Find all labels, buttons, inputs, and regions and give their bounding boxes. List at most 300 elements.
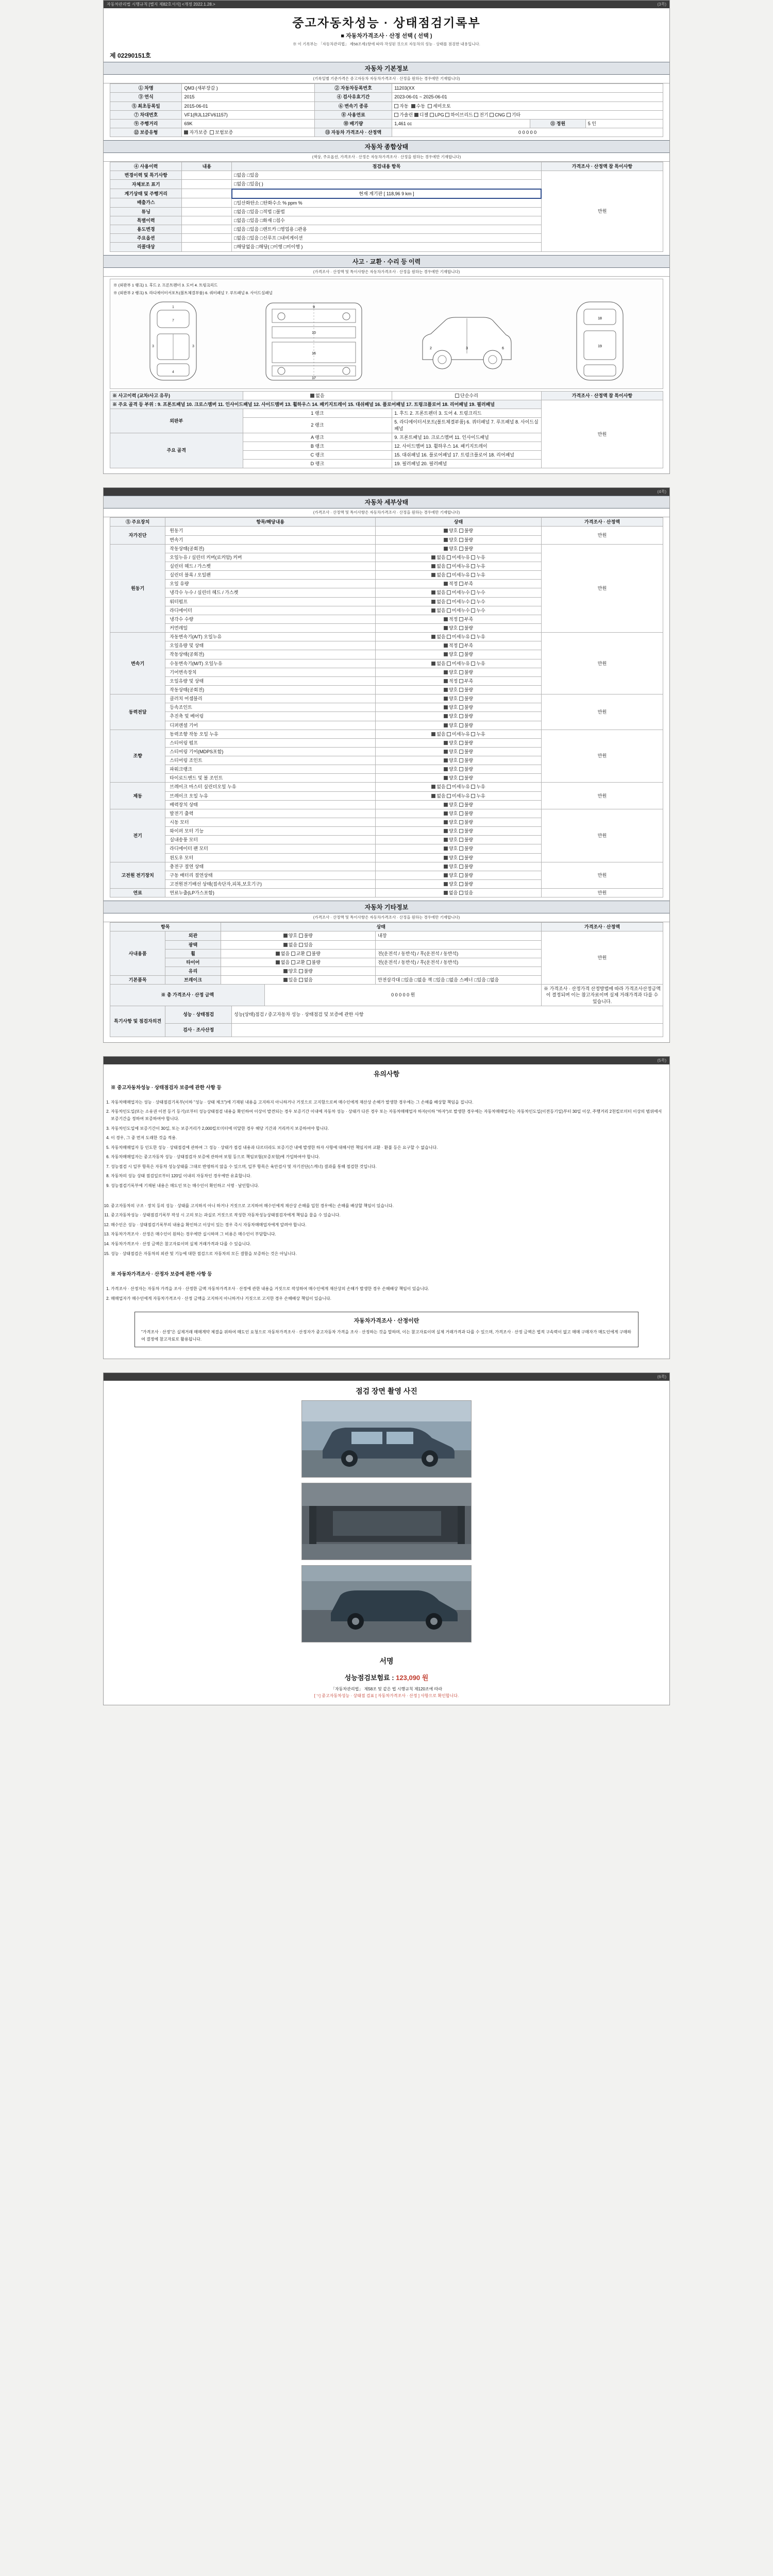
basic-label-4: ④ 검사유효기간 — [315, 93, 392, 101]
overall-row-3-c[interactable]: □일산화탄소 □탄화수소 % ppm % — [232, 198, 542, 208]
detail-option-label: 누수 — [476, 599, 485, 604]
checkbox-불량[interactable] — [459, 705, 463, 709]
detail-item-options[interactable] — [376, 756, 542, 765]
checkbox-미세누수[interactable] — [447, 600, 451, 604]
checkbox-warranty-1[interactable] — [210, 130, 214, 134]
detail-item-options[interactable] — [376, 844, 542, 853]
detail-item-label: 스티어링 조인트 — [165, 756, 376, 765]
checkbox-미세누유[interactable] — [447, 662, 451, 666]
accident-parts-head: ※ 주요 골격 등 부위 : 9. 프론트패널 10. 크로스멤버 11. 인사이드패널 12. 사이드멤버 13. 휠하우스 14. 패키지트레이 15. 대쉬패널 16. 플로어패널 17. 트렁크플로어 18. 리어패널 19. 필러패널 — [110, 400, 542, 409]
checkbox-적정[interactable] — [444, 617, 448, 621]
notice-item: 13. 자동차가격조사 · 산정은 매수인이 원하는 경우에만 실시하며 그 비용은 매수인이 부담합니다. — [111, 1231, 662, 1238]
fuel-opt-2: LPG — [434, 112, 444, 117]
checkbox-있음[interactable] — [459, 891, 463, 895]
checkbox-적정[interactable] — [444, 582, 448, 586]
checkbox-부족[interactable] — [459, 582, 463, 586]
detail-option-label: 불량 — [464, 652, 474, 657]
other-item-options[interactable] — [221, 940, 375, 949]
other-option-label: 교환 — [296, 951, 307, 956]
detail-item-label: 와이퍼 모터 기능 — [165, 827, 376, 836]
checkbox-양호[interactable] — [444, 626, 448, 630]
detail-item-options[interactable] — [376, 871, 542, 879]
detail-item-label: 클러치 어셈블리 — [165, 694, 376, 703]
footer-line-2: [ㄱ] 중고자동차성능 · 상태점 검표 [ 자동차가격조사 · 산정 ] 사항으로 확인합니다. — [314, 1693, 459, 1699]
checkbox-불량[interactable] — [459, 811, 463, 816]
checkbox-불량[interactable] — [459, 547, 463, 551]
checkbox-warranty-0[interactable] — [184, 130, 188, 134]
notice-item: 14. 자동차가격조사 · 산정 금액은 참고자료이며 실제 거래가격과 다를 수 있습니다. — [111, 1241, 662, 1248]
remarks-value-0[interactable]: 성능(상태)점검 / 중고자동차 성능 · 상태점검 및 보증에 관한 사항 — [232, 1006, 663, 1023]
checkbox-불량[interactable] — [459, 803, 463, 807]
checkbox-누수[interactable] — [471, 600, 475, 604]
accident-rank-c: C 랭크 — [243, 450, 392, 459]
checkbox-미세누유[interactable] — [447, 564, 451, 568]
checkbox-불량[interactable] — [459, 626, 463, 630]
checkbox-불량[interactable] — [459, 882, 463, 886]
table-row — [110, 730, 663, 738]
checkbox-양호[interactable] — [444, 811, 448, 816]
checkbox-없음[interactable] — [431, 662, 435, 666]
checkbox-불량[interactable] — [459, 820, 463, 824]
detail-item-options[interactable] — [376, 685, 542, 694]
checkbox-fuel-0[interactable] — [394, 113, 398, 117]
section-accident-note: (가격조사 · 산정액 및 특이사항은 자동차가격조사 · 산정을 원하는 경우에만 기재합니다) — [104, 268, 669, 277]
checkbox-적정[interactable] — [444, 679, 448, 683]
checkbox-불량[interactable] — [459, 776, 463, 780]
other-option-label: 불량 — [311, 959, 321, 965]
detail-head-1: 항목/해당내용 — [165, 518, 376, 527]
detail-item-options[interactable] — [376, 809, 542, 818]
checkbox-auto[interactable] — [394, 104, 398, 108]
checkbox-manual[interactable] — [411, 104, 415, 108]
checkbox-불량[interactable] — [459, 538, 463, 542]
detail-item-options[interactable] — [376, 800, 542, 809]
detail-item-options[interactable] — [376, 562, 542, 570]
detail-option-label: 양호 — [448, 775, 459, 781]
checkbox-없음[interactable] — [283, 943, 288, 947]
basic-label-3: ③ 연식 — [110, 93, 182, 101]
checkbox-양호[interactable] — [444, 670, 448, 674]
remarks-value-1[interactable] — [232, 1023, 663, 1037]
detail-item-options[interactable] — [376, 571, 542, 580]
checkbox-없음[interactable] — [431, 564, 435, 568]
checkbox-없음[interactable] — [276, 960, 280, 964]
detail-item-options[interactable] — [376, 836, 542, 844]
checkbox-미세누유[interactable] — [447, 785, 451, 789]
checkbox-없음[interactable] — [431, 590, 435, 595]
detail-option-label: 불량 — [464, 820, 474, 825]
checkbox-양호[interactable] — [444, 873, 448, 877]
checkbox-accident-simple[interactable] — [455, 394, 459, 398]
other-item-options[interactable] — [221, 931, 375, 940]
detail-option-label: 미세누유 — [452, 554, 472, 560]
checkbox-미세누수[interactable] — [447, 608, 451, 613]
checkbox-불량[interactable] — [459, 829, 463, 833]
insurance-fee-row — [104, 1669, 669, 1684]
notice-item: 2. 매매업자가 매수인에게 자동차가격조사 · 산정 금액을 고지하지 아니하거나 거짓으로 고지한 경우 손해배상 책임이 있습니다. — [111, 1295, 662, 1302]
detail-option-label: 불량 — [464, 537, 474, 543]
other-option-label: 없음 — [288, 942, 299, 947]
total-price-note: ※ 가격조사 · 산정가격 산정방법에 따라 가격조사산정금액이 결정되며 이는 참고자료이며 실제 거래가격과 다를 수 있습니다. — [541, 985, 663, 1006]
checkbox-미세누유[interactable] — [447, 732, 451, 736]
detail-option-label: 적정 — [448, 616, 459, 622]
detail-item-options[interactable] — [376, 597, 542, 606]
detail-item-options[interactable] — [376, 633, 542, 641]
detail-option-label: 불량 — [464, 722, 474, 728]
fuel-opt-3: 하이브리드 — [450, 112, 473, 117]
other-item-options[interactable] — [221, 976, 375, 985]
detail-item-label: 추진축 및 베어링 — [165, 712, 376, 721]
basic-value-4: 2023-06-01 ~ 2025-06-01 — [392, 93, 663, 101]
checkbox-불량[interactable] — [459, 846, 463, 851]
checkbox-양호[interactable] — [444, 882, 448, 886]
checkbox-미세누유[interactable] — [447, 573, 451, 577]
checkbox-미세누유[interactable] — [447, 635, 451, 639]
basic-label-1: ① 차명 — [110, 84, 182, 93]
checkbox-불량[interactable] — [299, 969, 303, 973]
overall-row-6-c[interactable]: □없음 □있음 □렌트카 □영업용 □관용 — [232, 225, 542, 234]
detail-option-label: 양호 — [448, 722, 459, 728]
checkbox-불량[interactable] — [459, 529, 463, 533]
detail-item-options[interactable] — [376, 853, 542, 862]
checkbox-fuel-6[interactable] — [507, 113, 511, 117]
checkbox-누유[interactable] — [471, 732, 475, 736]
notice-item: 2. 자동차인도일(또는 소유권 이전 등기 등기)로부터 성능상태점검 내용을 확인하여 이상이 발견되는 경우 보증기간 이내에 자동차 성능 · 상태가 다른 경우 또는 자동차매매업자 하자(이하 "하자")로 발생한 경우에는 자동차매매업자는 자동차인도일(이전등기일)부터 30일 이상, 주행거리 2천킬로미터 이상의 범위에서 보증기간을 정하여 보증하여야 합니다. — [111, 1108, 662, 1122]
svg-text:7: 7 — [172, 319, 175, 323]
checkbox-fuel-3[interactable] — [445, 113, 449, 117]
detail-item-label: 수동변속기(M/T) 오일누유 — [165, 659, 376, 668]
detail-item-options[interactable] — [376, 650, 542, 659]
checkbox-불량[interactable] — [459, 652, 463, 656]
car-rear-view-diagram — [561, 298, 638, 385]
checkbox-불량[interactable] — [459, 767, 463, 771]
insurance-fee-value: 123,090 원 — [396, 1674, 429, 1682]
table-row — [110, 400, 663, 409]
checkbox-semiauto[interactable] — [428, 104, 432, 108]
detail-option-label: 불량 — [464, 846, 474, 852]
checkbox-없음[interactable] — [431, 732, 435, 736]
checkbox-불량[interactable] — [459, 723, 463, 727]
checkbox-양호[interactable] — [444, 697, 448, 701]
checkbox-불량[interactable] — [459, 838, 463, 842]
detail-item-options[interactable] — [376, 818, 542, 827]
detail-option-label: 부족 — [464, 616, 474, 622]
basic-label-12: ⑫ 보증유형 — [110, 128, 182, 137]
checkbox-양호[interactable] — [444, 652, 448, 656]
table-row — [110, 783, 663, 791]
basic-price-digits — [392, 128, 663, 137]
checkbox-있음[interactable] — [283, 978, 288, 982]
basic-value-12 — [182, 128, 315, 137]
overall-row-5-c[interactable]: □없음 □있음 □화재 □침수 — [232, 216, 542, 225]
form-reference: 자동차관리법 시행규칙 [별지 제82호서식] <개정 2022.1.28.> — [107, 2, 215, 7]
detail-option-label: 없음 — [436, 660, 447, 666]
overall-row-7-c[interactable]: □없음 □있음 □선루프 □내비게이션 — [232, 234, 542, 243]
other-item-detail[interactable]: 전(운전석 / 동반석) / 후(운전석 / 동반석) — [376, 949, 542, 958]
detail-item-label: 실린더 헤드 / 가스켓 — [165, 562, 376, 570]
checkbox-양호[interactable] — [444, 741, 448, 745]
detail-option-label: 양호 — [448, 740, 459, 745]
checkbox-양호[interactable] — [444, 820, 448, 824]
detail-item-options[interactable] — [376, 588, 542, 597]
checkbox-누수[interactable] — [471, 608, 475, 613]
detail-item-options[interactable] — [376, 694, 542, 703]
checkbox-양호[interactable] — [444, 529, 448, 533]
detail-item-options[interactable] — [376, 862, 542, 871]
accident-parts-a: 9. 프론트패널 10. 크로스멤버 11. 인사이드패널 — [392, 433, 542, 442]
checkbox-양호[interactable] — [444, 688, 448, 692]
detail-item-options[interactable] — [376, 535, 542, 544]
overall-row-1-c[interactable]: □없음 □있음( ) — [232, 180, 542, 189]
detail-item-options[interactable] — [376, 889, 542, 897]
checkbox-교환[interactable] — [291, 952, 295, 956]
checkbox-누유[interactable] — [471, 785, 475, 789]
svg-text:18: 18 — [597, 317, 602, 320]
notice-item: 12. 매수인은 성능 · 상태점검기록부의 내용을 확인하고 이상이 있는 경우 즉시 자동차매매업자에게 알려야 합니다. — [111, 1222, 662, 1229]
detail-item-options[interactable] — [376, 659, 542, 668]
other-item-options[interactable] — [221, 958, 375, 967]
fuel-opt-4: 전기 — [479, 112, 489, 117]
checkbox-부족[interactable] — [459, 617, 463, 621]
checkbox-불량[interactable] — [459, 714, 463, 718]
checkbox-불량[interactable] — [459, 873, 463, 877]
checkbox-미세누수[interactable] — [447, 590, 451, 595]
overall-row-8-c[interactable]: □해당없음 □해당( □이행 □미이행 ) — [232, 243, 542, 251]
section-other-note: (가격조사 · 산정액 및 특이사항은 자동차가격조사 · 산정을 원하는 경우에만 기재합니다) — [104, 913, 669, 922]
detail-option-label: 불량 — [464, 810, 474, 816]
detail-head-0: ⑤ 주요장치 — [110, 518, 165, 527]
detail-item-options[interactable] — [376, 527, 542, 535]
checkbox-양호[interactable] — [283, 934, 288, 938]
detail-option-label: 양호 — [448, 749, 459, 754]
detail-option-label: 양호 — [448, 863, 459, 869]
detail-item-label: 오일 유량 — [165, 580, 376, 588]
overall-row-4-c[interactable]: □없음 □있음 □적법 □불법 — [232, 207, 542, 216]
page-number-4: (6쪽) — [657, 1375, 666, 1380]
detail-item-options[interactable] — [376, 880, 542, 889]
checkbox-없음[interactable] — [431, 600, 435, 604]
checkbox-불량[interactable] — [459, 688, 463, 692]
other-item-detail[interactable]: 내장 — [376, 931, 542, 940]
detail-item-options[interactable] — [376, 623, 542, 632]
detail-price-cell: 만원 — [541, 544, 663, 632]
checkbox-누유[interactable] — [471, 573, 475, 577]
checkbox-없음[interactable] — [444, 891, 448, 895]
checkbox-불량[interactable] — [459, 670, 463, 674]
detail-item-options[interactable] — [376, 774, 542, 783]
checkbox-양호[interactable] — [444, 846, 448, 851]
checkbox-양호[interactable] — [444, 865, 448, 869]
checkbox-있음[interactable] — [299, 943, 303, 947]
other-option-label: 불량 — [311, 951, 321, 956]
svg-text:16: 16 — [311, 352, 316, 355]
detail-item-options[interactable] — [376, 747, 542, 756]
checkbox-미세누유[interactable] — [447, 794, 451, 798]
overall-row-2-b — [182, 189, 232, 198]
checkbox-없음[interactable] — [431, 635, 435, 639]
checkbox-없음[interactable] — [431, 608, 435, 613]
accident-simple-option[interactable] — [392, 392, 542, 400]
detail-option-label: 양호 — [448, 669, 459, 675]
detail-item-options[interactable] — [376, 738, 542, 747]
detail-item-options[interactable] — [376, 615, 542, 623]
basic-value-1: QM3 (새부장갑 ) — [182, 84, 315, 93]
detail-item-options[interactable] — [376, 791, 542, 800]
detail-item-label: 발전기 출력 — [165, 809, 376, 818]
detail-item-label: 변속기 — [165, 535, 376, 544]
checkbox-누유[interactable] — [471, 564, 475, 568]
checkbox-양호[interactable] — [444, 547, 448, 551]
other-item-options[interactable] — [221, 967, 375, 976]
checkbox-양호[interactable] — [444, 776, 448, 780]
detail-option-label: 불량 — [464, 705, 474, 710]
checkbox-없음[interactable] — [431, 794, 435, 798]
diagram-legend-1: ※ (외판부 1 랭크) 1. 후드 2. 프론트펜더 3. 도어 4. 트렁크리드 — [113, 282, 218, 287]
detail-option-label: 양호 — [448, 714, 459, 719]
detail-option-label: 불량 — [464, 802, 474, 807]
detail-item-options[interactable] — [376, 765, 542, 774]
accident-none-option[interactable] — [243, 392, 392, 400]
detail-item-options[interactable] — [376, 668, 542, 676]
table-header-row — [110, 923, 663, 931]
detail-option-label: 양호 — [448, 767, 459, 772]
page-number-2: (4쪽) — [657, 489, 666, 495]
checkbox-부족[interactable] — [459, 643, 463, 648]
checkbox-양호[interactable] — [444, 856, 448, 860]
checkbox-fuel-2[interactable] — [430, 113, 434, 117]
detail-item-label: 윈도우 모터 — [165, 853, 376, 862]
detail-item-options[interactable] — [376, 783, 542, 791]
checkbox-없음[interactable] — [431, 785, 435, 789]
accident-none-label: 없음 — [315, 393, 325, 398]
checkbox-양호[interactable] — [444, 829, 448, 833]
checkbox-양호[interactable] — [283, 969, 288, 973]
accident-simple-label: 단순수리 — [460, 393, 478, 398]
checkbox-누수[interactable] — [471, 590, 475, 595]
checkbox-없음[interactable] — [431, 555, 435, 560]
detail-option-label: 없음 — [436, 634, 447, 640]
detail-item-label: 오일유량 및 상태 — [165, 676, 376, 685]
other-item-detail[interactable]: 전(운전석 / 동반석) / 후(운전석 / 동반석) — [376, 958, 542, 967]
detail-item-options[interactable] — [376, 553, 542, 562]
detail-option-label: 적정 — [448, 678, 459, 684]
checkbox-누유[interactable] — [471, 555, 475, 560]
checkbox-불량[interactable] — [459, 758, 463, 762]
checkbox-양호[interactable] — [444, 803, 448, 807]
checkbox-교환[interactable] — [291, 960, 295, 964]
other-item-label: 휠 — [165, 949, 221, 958]
detail-option-label: 양호 — [448, 882, 459, 887]
checkbox-불량[interactable] — [459, 865, 463, 869]
other-head-1: 상태 — [221, 923, 541, 931]
remarks-sub-1: 검사 · 조사산정 — [165, 1023, 232, 1037]
checkbox-양호[interactable] — [444, 767, 448, 771]
definition-box-body: "가격조사 · 산정"은 실제거래 매매계약 체결을 위하여 매도인 요청으로 자동차가격조사 · 산정자가 중고자동차 가격을 조사 · 산정하는 것을 말하며, 이는 참고자료이며 실제 거래가격과 다를 수 있으며, 가격조사 · 산정 금액은 법적 구속력이 없고 매매 구매자가 매도인에게 구매하여 결정에 참고자료로 활용됩니다. — [141, 1330, 631, 1342]
notice-item: 4. 이 경우, 그 중 먼저 도래한 것을 적용. — [111, 1134, 662, 1142]
detail-item-options[interactable] — [376, 544, 542, 553]
detail-item-label: 라디에이터 — [165, 606, 376, 615]
detail-option-label: 없음 — [436, 793, 447, 799]
checkbox-불량[interactable] — [459, 741, 463, 745]
checkbox-accident-none[interactable] — [310, 394, 314, 398]
checkbox-양호[interactable] — [444, 714, 448, 718]
detail-option-label: 있음 — [464, 890, 474, 896]
checkbox-없음[interactable] — [299, 978, 303, 982]
checkbox-불량[interactable] — [459, 856, 463, 860]
overall-row-0-c[interactable]: □없음 □있음 — [232, 171, 542, 180]
detail-item-options[interactable] — [376, 827, 542, 836]
detail-item-options[interactable] — [376, 641, 542, 650]
svg-text:9: 9 — [312, 306, 315, 309]
checkbox-양호[interactable] — [444, 723, 448, 727]
notice-item: 9. 성능점검기록부에 기재된 내용은 매도인 또는 매수인이 확인하고 서명 · 날인합니다. — [111, 1182, 662, 1190]
detail-item-options[interactable] — [376, 580, 542, 588]
checkbox-fuel-5[interactable] — [490, 113, 494, 117]
checkbox-누유[interactable] — [471, 662, 475, 666]
checkbox-불량[interactable] — [307, 960, 311, 964]
other-item-detail[interactable] — [376, 940, 542, 949]
notice-head-1: ※ 중고자동차성능 · 상태점검자 보증에 관한 사항 등 — [111, 1084, 222, 1091]
checkbox-누유[interactable] — [471, 794, 475, 798]
checkbox-누유[interactable] — [471, 635, 475, 639]
overall-row-2-label: 계기상태 및 주행거리 — [110, 189, 182, 198]
checkbox-불량[interactable] — [307, 952, 311, 956]
notice-item: 5. 자동차매매업자 등 인도한 성능 · 상태점검에 관하여 그 성능 · 상태가 점검 내용과 다르더라도 보증기간 내에 발생한 하자 사항에 대해서만 책임지며 교환 · 환불 등은 요구할 수 없습니다. — [111, 1144, 662, 1151]
detail-item-options[interactable] — [376, 712, 542, 721]
detail-item-options[interactable] — [376, 703, 542, 712]
accident-parts-2: 5. 라디에이터서포트(볼트체결부품) 6. 쿼터패널 7. 루프패널 8. 사이드실패널 — [392, 418, 542, 433]
notice-item: 7. 성능점검 시 일부 항목은 자동차 성능상태를 그대로 반영하지 않을 수 있으며, 일부 항목은 육안검사 및 자기진단(스캐너) 결과를 통해 점검한 것입니다. — [111, 1163, 662, 1171]
checkbox-적정[interactable] — [444, 643, 448, 648]
detail-item-label: 워터펌프 — [165, 597, 376, 606]
checkbox-없음[interactable] — [276, 952, 280, 956]
checkbox-fuel-1[interactable] — [414, 113, 418, 117]
detail-group-5: 제동 — [110, 783, 165, 809]
accident-parts-1: 1. 후드 2. 프론트펜더 3. 도어 4. 트렁크리드 — [392, 409, 542, 418]
checkbox-양호[interactable] — [444, 538, 448, 542]
detail-item-options[interactable] — [376, 730, 542, 738]
checkbox-fuel-4[interactable] — [474, 113, 478, 117]
detail-item-label: 실린더 블록 / 오일팬 — [165, 571, 376, 580]
detail-item-options[interactable] — [376, 721, 542, 730]
notice-list-1 — [104, 1096, 669, 1195]
checkbox-부족[interactable] — [459, 679, 463, 683]
checkbox-불량[interactable] — [299, 934, 303, 938]
other-item-detail[interactable]: 안전삼각대 □있음 □없음 잭 □있음 □없음 스페너 □있음 □없음 — [376, 976, 542, 985]
checkbox-없음[interactable] — [431, 573, 435, 577]
checkbox-미세누유[interactable] — [447, 555, 451, 560]
detail-item-label: 동력조향 작동 오일 누유 — [165, 730, 376, 738]
checkbox-양호[interactable] — [444, 750, 448, 754]
other-item-detail[interactable] — [376, 967, 542, 976]
detail-head-2: 상태 — [376, 518, 542, 527]
checkbox-불량[interactable] — [459, 697, 463, 701]
other-item-options[interactable] — [221, 949, 375, 958]
checkbox-양호[interactable] — [444, 705, 448, 709]
detail-item-label: 오일누유 / 실린더 커버(로커암) 커버 — [165, 553, 376, 562]
notice-item: 10. 중고자동차의 구조 · 장치 등의 성능 · 상태를 고지하지 아니 하거나 거짓으로 고지하여 매수인에게 재산상 손해를 입힌 경우에는 손해를 배상할 책임이 있습니다. — [111, 1202, 662, 1210]
definition-box — [135, 1312, 638, 1347]
checkbox-양호[interactable] — [444, 838, 448, 842]
detail-item-options[interactable] — [376, 676, 542, 685]
checkbox-양호[interactable] — [444, 758, 448, 762]
detail-item-options[interactable] — [376, 606, 542, 615]
document-note: ※ 이 기록부는 「자동차관리법」 제58조제1항에 따라 작성된 것으로 자동차의 성능 · 상태를 점검한 내용입니다. — [293, 42, 480, 46]
checkbox-불량[interactable] — [459, 750, 463, 754]
section-basic-info-note: (기록일별 기준가격은 중고자동차 자동차가격조사 · 산정을 원하는 경우에만 기재합니다) — [104, 75, 669, 83]
other-option-label: 양호 — [288, 933, 299, 939]
detail-option-label: 미세누유 — [452, 634, 472, 640]
